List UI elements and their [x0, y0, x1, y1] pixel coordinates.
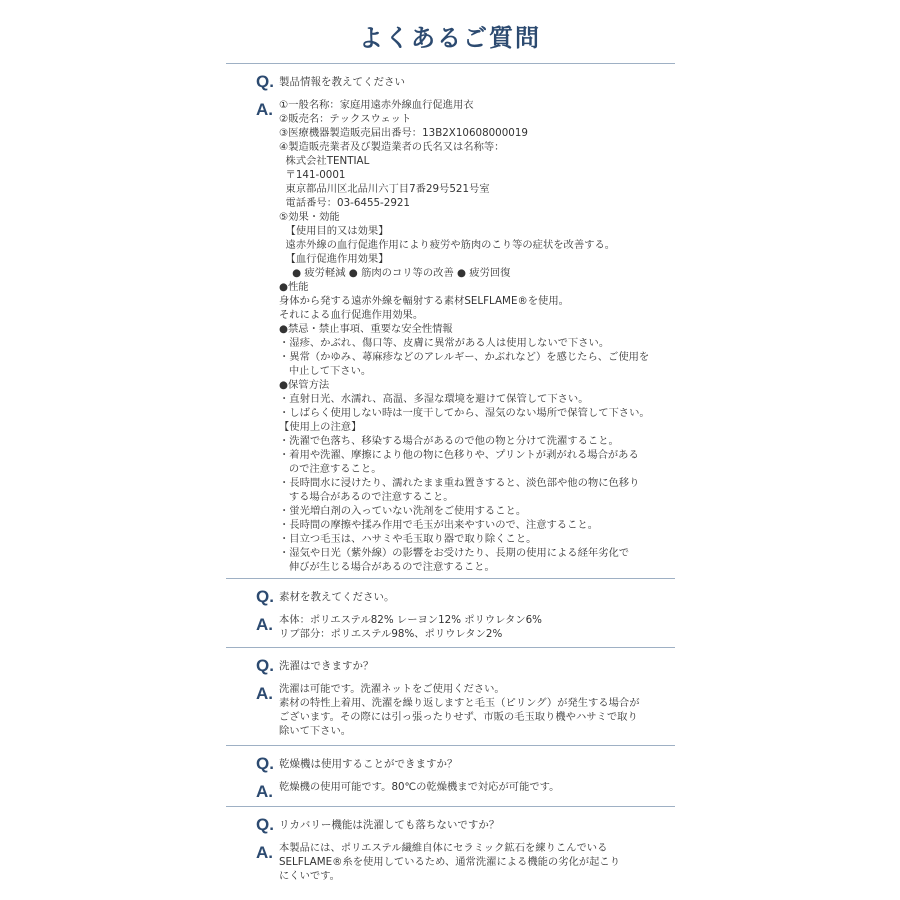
answer-line: ・蛍光増白剤の入っていない洗剤をご使用すること。 — [279, 505, 527, 517]
question-mark: Q. — [256, 656, 274, 675]
question-row — [256, 817, 656, 833]
question-row — [256, 658, 656, 674]
answer-line: ございます。その際には引っ張ったりせず、市販の毛玉取り機やハサミで取り — [279, 711, 638, 723]
answer-line: ・湿気や日光（紫外線）の影響をお受けたり、長期の使用による経年劣化で — [279, 547, 630, 559]
answer-line: ・着用や洗濯、摩擦により他の物に色移りや、プリントが剥がれる場合がある — [279, 449, 639, 461]
answer-line: ●禁忌・禁止事項、重要な安全性情報 — [279, 323, 453, 335]
answer-line: ・直射日光、水濡れ、高温、多湿な環境を避けて保管して下さい。 — [279, 393, 589, 405]
answer-mark: A. — [256, 615, 273, 634]
answer-text — [279, 613, 656, 641]
answer-row — [256, 613, 656, 641]
answer-mark: A. — [256, 684, 273, 703]
answer-line: 本体：ポリエステル82% レーヨン12% ポリウレタン6% — [279, 614, 542, 626]
question-text: 洗濯はできますか？ — [279, 660, 374, 672]
answer-row — [256, 98, 656, 574]
divider — [226, 578, 675, 579]
question-row — [256, 756, 656, 772]
answer-line: 素材の特性上着用、洗濯を繰り返しますと毛玉（ピリング）が発生する場合が — [279, 697, 640, 709]
divider — [226, 63, 675, 64]
answer-line: 株式会社TENTIAL — [279, 155, 370, 167]
question-row — [256, 74, 656, 90]
answer-line: する場合があるので注意すること。 — [279, 491, 454, 503]
faq-item-material — [256, 589, 656, 641]
answer-line: ②販売名：テックスウェット — [279, 113, 412, 125]
answer-line: ・異常（かゆみ、蕁麻疹などのアレルギー、かぶれなど）を感じたら、ご使用を — [279, 351, 650, 363]
question-text: リカバリー機能は洗濯しても落ちないですか？ — [279, 819, 500, 831]
question-text: 乾燥機は使用することができますか？ — [279, 758, 458, 770]
answer-line: 身体から発する遠赤外線を輻射する素材SELFLAME®を使用。 — [279, 295, 569, 307]
question-mark: Q. — [256, 754, 274, 773]
answer-line: それによる血行促進作用効果。 — [279, 309, 424, 321]
answer-line: ①一般名称：家庭用遠赤外線血行促進用衣 — [279, 99, 474, 111]
answer-line: 伸びが生じる場合があるので注意すること。 — [279, 561, 495, 573]
question-row — [256, 589, 656, 605]
question-mark: Q. — [256, 587, 274, 606]
answer-line: ⑤効果・効能 — [279, 211, 340, 223]
answer-mark: A. — [256, 843, 273, 862]
answer-line: SELFLAME®糸を使用しているため、通常洗濯による機能の劣化が起こり — [279, 856, 621, 868]
answer-line: 洗濯は可能です。洗濯ネットをご使用ください。 — [279, 683, 505, 695]
answer-text — [279, 841, 656, 883]
faq-item-recovery — [256, 817, 656, 883]
answer-line: ・長時間水に浸けたり、濡れたまま重ね置きすると、淡色部や他の物に色移り — [279, 477, 640, 489]
answer-line: ● 疲労軽減 ● 筋肉のコリ等の改善 ● 疲労回復 — [279, 267, 511, 279]
answer-row — [256, 780, 656, 801]
answer-line: 乾燥機の使用可能です。80℃の乾燥機まで対応が可能です。 — [279, 781, 560, 793]
answer-line: 中止して下さい。 — [279, 365, 372, 377]
answer-row — [256, 841, 656, 883]
answer-text — [279, 98, 656, 574]
answer-line: 電話番号：03-6455-2921 — [279, 197, 410, 209]
answer-line: 東京都品川区北品川六丁目7番29号521号室 — [279, 183, 490, 195]
answer-line: 本製品には、ポリエステル繊維自体にセラミック鉱石を練りこんでいる — [279, 842, 608, 854]
answer-line: 【使用目的又は効果】 — [279, 225, 389, 237]
answer-mark: A. — [256, 100, 273, 119]
answer-text — [279, 780, 656, 794]
question-text: 素材を教えてください。 — [279, 591, 395, 603]
answer-line: ので注意すること。 — [279, 463, 382, 475]
question-mark: Q. — [256, 72, 274, 91]
divider — [226, 806, 675, 807]
answer-line: 【使用上の注意】 — [279, 421, 362, 433]
answer-line: 除いて下さい。 — [279, 725, 352, 737]
answer-line: 遠赤外線の血行促進作用により疲労や筋肉のこり等の症状を改善する。 — [279, 239, 616, 251]
answer-line: にくいです。 — [279, 870, 340, 882]
question-mark: Q. — [256, 815, 274, 834]
answer-line: 【血行促進作用効果】 — [279, 253, 389, 265]
answer-line: ・長時間の摩擦や揉み作用で毛玉が出来やすいので、注意すること。 — [279, 519, 598, 531]
answer-text — [279, 682, 656, 738]
answer-line: ・しばらく使用しない時は一度干してから、湿気のない場所で保管して下さい。 — [279, 407, 650, 419]
answer-line: ④製造販売業者及び製造業者の氏名又は名称等： — [279, 141, 505, 153]
faq-item-dryer — [256, 754, 656, 801]
faq-item-product-info — [256, 74, 656, 574]
answer-line: 〒141-0001 — [279, 169, 346, 181]
question-text: 製品情報を教えてください — [279, 76, 405, 88]
answer-line: ③医療機器製造販売届出番号：13B2X10608000019 — [279, 127, 528, 139]
divider — [226, 745, 675, 746]
answer-line: ・洗濯で色落ち、移染する場合があるので他の物と分けて洗濯すること。 — [279, 435, 619, 447]
answer-row — [256, 682, 656, 738]
faq-item-washing — [256, 658, 656, 738]
divider — [226, 647, 675, 648]
answer-line: ・目立つ毛玉は、ハサミや毛玉取り器で取り除くこと。 — [279, 533, 537, 545]
answer-line: ●性能 — [279, 281, 309, 293]
answer-line: リブ部分：ポリエステル98%、ポリウレタン2% — [279, 628, 503, 640]
answer-line: ・湿疹、かぶれ、傷口等、皮膚に異常がある人は使用しないで下さい。 — [279, 337, 610, 349]
answer-mark: A. — [256, 782, 273, 801]
page-title: よくあるご質問 — [359, 24, 541, 52]
answer-line: ●保管方法 — [279, 379, 330, 391]
